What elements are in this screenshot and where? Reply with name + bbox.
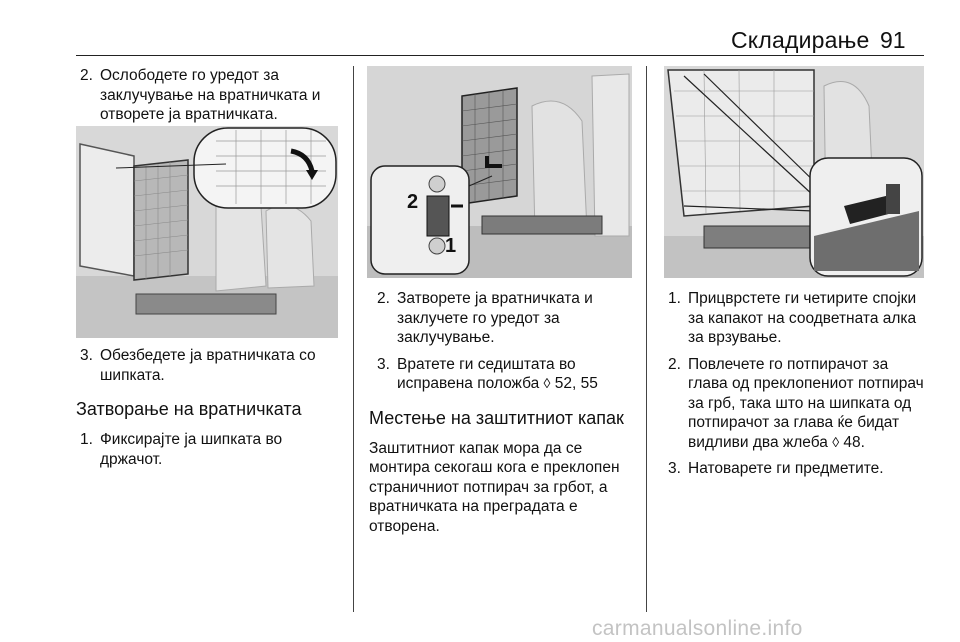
column-divider bbox=[353, 66, 354, 612]
callout-2: 2 bbox=[407, 191, 419, 213]
watermark: carmanualsonline.info bbox=[592, 617, 803, 640]
header-divider bbox=[76, 55, 924, 56]
column-3 bbox=[668, 289, 926, 486]
cover-illustration bbox=[664, 66, 924, 278]
column-1 bbox=[80, 66, 340, 132]
figure-partition-hatch-open bbox=[76, 126, 338, 338]
page-ref[interactable]: 52, 55 bbox=[550, 375, 598, 392]
page-title: Складирање bbox=[731, 27, 870, 53]
page-ref-icon: ◊ bbox=[543, 375, 551, 391]
step-2: 2. Затворете ја вратничката и заклучете го уредот за заклучување. bbox=[377, 290, 593, 346]
step-2: 2. Повлечете го потпирачот за глава од преклопениот потпирач за грб, така што на шипката од потпирачот за глава ќе бидат видливи два жлеба ◊ 48. bbox=[668, 355, 924, 451]
step-1: 1. Прицврстете ги четирите спојки за капакот на соодветната алка за врзување. bbox=[668, 290, 917, 346]
figure-hatch-lock bbox=[367, 66, 632, 278]
section-heading-closing-hatch: Затворање на вратничката bbox=[76, 399, 302, 419]
page-ref-icon: ◊ bbox=[832, 433, 840, 450]
callout-1: 1 bbox=[445, 235, 457, 257]
cover-paragraph: Заштитниот капак мора да се монтира секогаш кога е преклопен страничниот потпирач за грбот, а вратничката на преградата е отворена. bbox=[369, 439, 620, 535]
column-divider bbox=[646, 66, 647, 612]
section-heading-cover: Местење на заштитниот капак bbox=[369, 407, 624, 428]
partition-illustration bbox=[76, 126, 338, 338]
column-2 bbox=[369, 289, 635, 536]
close-step-1: 1. Фиксирајте ја шипката во држачот. bbox=[80, 431, 283, 468]
page-number: 91 bbox=[880, 27, 906, 53]
figure-protective-cover bbox=[664, 66, 924, 278]
lock-illustration bbox=[367, 66, 632, 278]
step-3: 3. Вратете ги седиштата во исправена положба ◊ 52, 55 bbox=[377, 355, 598, 392]
step-2: 2. Ослободете го уредот за заклучување на вратничката и отворете ја вратничката. bbox=[80, 67, 321, 123]
column-1-lower bbox=[76, 346, 340, 476]
step-3: 3. Обезбедете ја вратничката со шипката. bbox=[80, 347, 316, 384]
step-3: 3. Натоварете ги предметите. bbox=[668, 460, 884, 477]
page-ref[interactable]: 48. bbox=[839, 433, 865, 451]
